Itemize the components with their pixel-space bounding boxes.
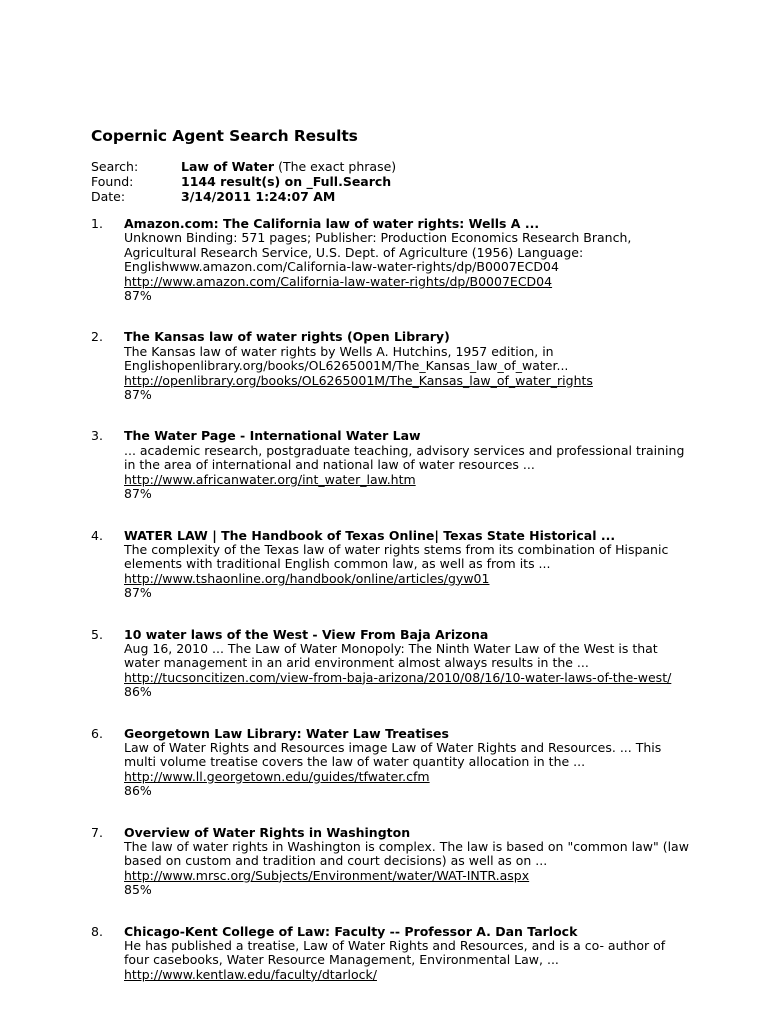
result-number: 1. [91,216,103,231]
result-item [91,925,691,983]
result-title: 10 water laws of the West - View From Baja Arizona [124,626,489,642]
search-meta [91,159,396,204]
result-title: Amazon.com: The California law of water rights: Wells A ... [124,216,540,231]
result-snippet: Law of Water Rights and Resources image Law of Water Rights and Resources. ... This multi volume treatise covers the law of water quantity allocation in the ... [124,739,662,770]
result-score: 87% [124,486,152,502]
result-link[interactable]: http://www.mrsc.org/Subjects/Environment/water/WAT-INTR.aspx [124,867,530,883]
result-number: 5. [91,626,103,642]
date-row [91,189,396,204]
result-snippet: ... academic research, postgraduate teaching, advisory services and professional training in the area of international and national law of water resources ... [124,442,685,473]
result-number: 6. [91,725,103,741]
result-score: 87% [124,585,152,601]
result-snippet: The law of water rights in Washington is complex. The law is based on "common law" (law based on custom and tradition and court decisions) as well as on ... [124,839,689,869]
result-item [91,330,691,402]
result-link[interactable]: http://www.kentlaw.edu/faculty/dtarlock/ [124,966,377,982]
result-link[interactable]: http://www.ll.georgetown.edu/guides/tfwater.cfm [124,768,430,784]
found-row [91,174,396,189]
result-item [91,826,691,898]
search-row [91,159,396,174]
result-snippet: He has published a treatise, Law of Water Rights and Resources, and is a co- author of four casebooks, Water Resource Management, Environmental Law, ... [124,938,666,968]
result-number: 3. [91,428,103,444]
search-label: Search: [91,159,139,174]
result-number: 7. [91,824,103,840]
search-note: (The exact phrase) [278,159,397,174]
search-value: Law of Water [181,159,275,174]
page-title: Copernic Agent Search Results [91,127,358,145]
result-snippet: Aug 16, 2010 ... The Law of Water Monopoly: The Ninth Water Law of the West is that water management in an arid environment almost always results in the ... [124,640,658,671]
result-title: Overview of Water Rights in Washington [124,824,411,840]
result-link[interactable]: http://tucsoncitizen.com/view-from-baja-arizona/2010/08/16/10-water-laws-of-the-west/ [124,669,672,685]
result-link[interactable]: http://openlibrary.org/books/OL6265001M/The_Kansas_law_of_water_rights [124,372,593,388]
result-item [91,217,691,303]
found-value: 1144 result(s) on _Full.Search [181,174,392,189]
result-item [91,529,691,601]
result-link[interactable]: http://www.africanwater.org/int_water_law.htm [124,471,416,487]
results-list [91,217,691,1009]
result-number: 8. [91,923,103,939]
result-item [91,628,691,700]
result-title: WATER LAW | The Handbook of Texas Online| Texas State Historical ... [124,527,616,543]
result-number: 2. [91,329,103,345]
result-number: 4. [91,527,103,543]
result-snippet: Unknown Binding: 571 pages; Publisher: Production Economics Research Branch, Agricultural Research Service, U.S. Dept. of Agriculture (1956) Language: Englishwww.amazon.com/California-law-water-rights/dp/B0007ECD04 [124,230,632,275]
result-link[interactable]: http://www.tshaonline.org/handbook/online/articles/gyw01 [124,570,490,586]
result-score: 86% [124,783,152,799]
result-score: 86% [124,684,152,700]
result-title: The Kansas law of water rights (Open Library) [124,329,450,345]
result-score: 87% [124,288,152,304]
result-link[interactable]: http://www.amazon.com/California-law-water-rights/dp/B0007ECD04 [124,273,553,289]
date-value: 3/14/2011 1:24:07 AM [181,189,336,204]
result-item [91,429,691,501]
date-label: Date: [91,189,126,204]
result-title: Chicago-Kent College of Law: Faculty -- Professor A. Dan Tarlock [124,923,578,939]
result-item [91,727,691,799]
result-title: The Water Page - International Water Law [124,428,421,444]
found-label: Found: [91,174,134,189]
result-score: 87% [124,387,152,403]
result-title: Georgetown Law Library: Water Law Treatises [124,725,449,741]
result-snippet: The Kansas law of water rights by Wells A. Hutchins, 1957 edition, in Englishopenlibrary.org/books/OL6265001M/The_Kansas_law_of_water... [124,343,569,374]
result-snippet: The complexity of the Texas law of water rights stems from its combination of Hispanic elements with traditional English common law, as well as from its ... [124,541,669,572]
result-score: 85% [124,882,152,898]
